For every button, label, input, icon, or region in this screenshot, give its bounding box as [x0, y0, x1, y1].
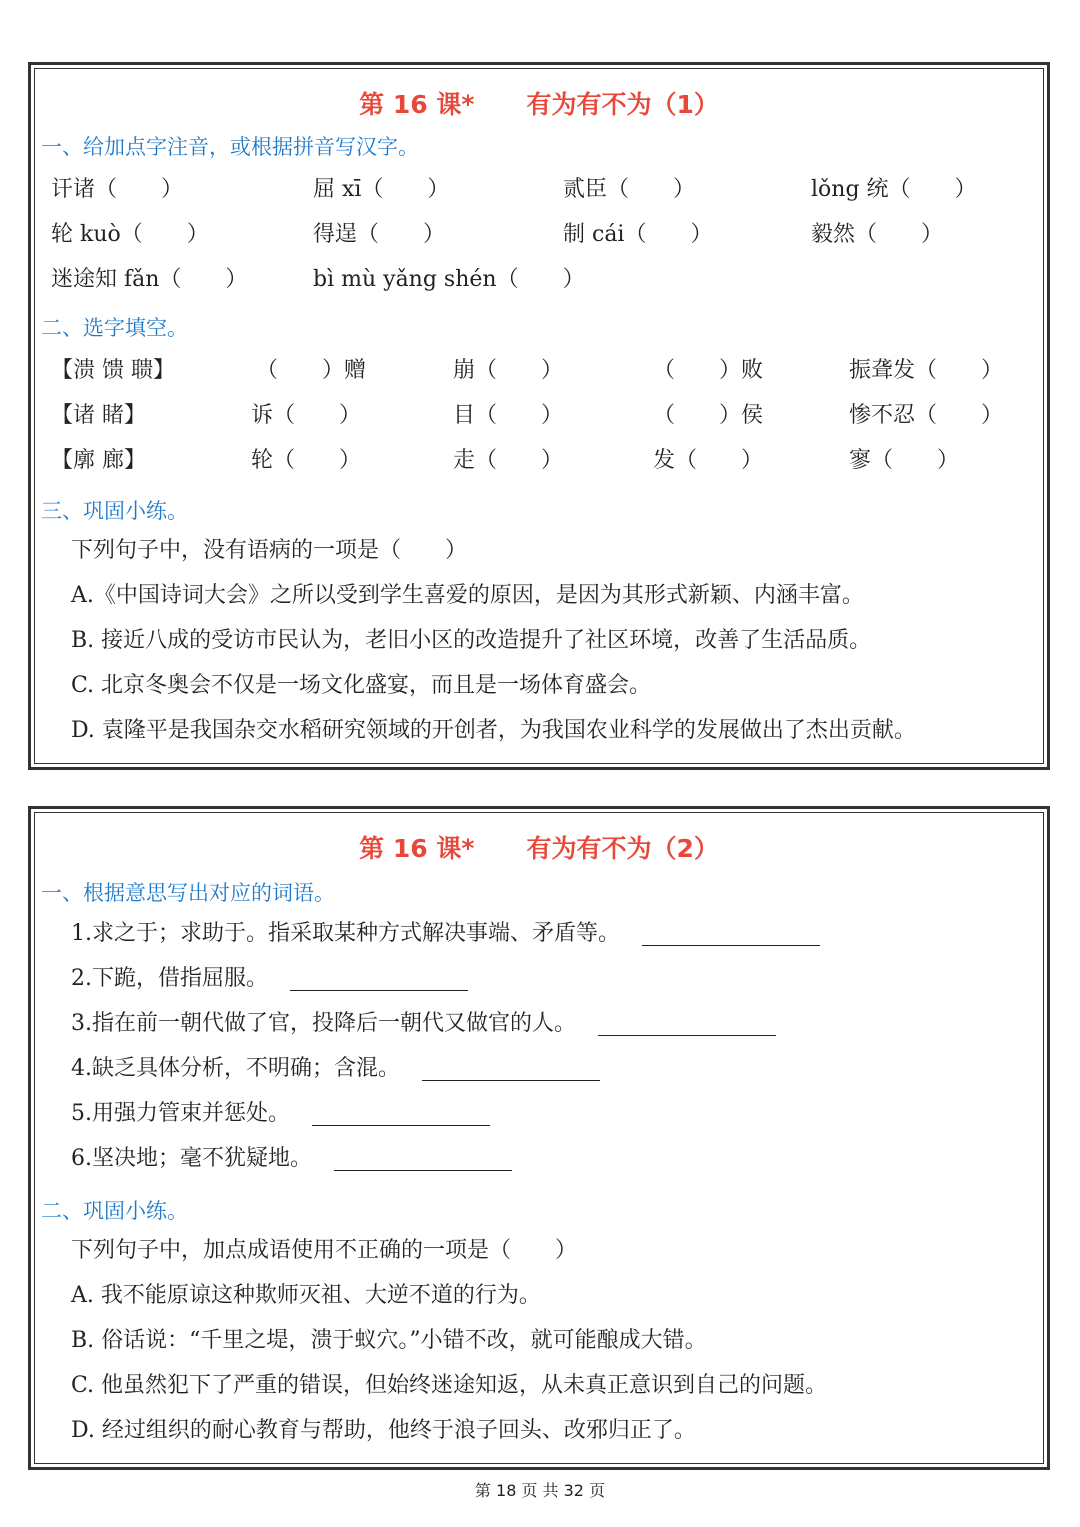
- pinyin-item: 讦诸（ ）: [51, 177, 184, 202]
- pinyin-item: 迷途知 fǎn（ ）: [51, 267, 248, 292]
- choice-row-1: [31, 351, 1047, 391]
- lesson1-question: 下列句子中，没有语病的一项是（ ）: [71, 538, 468, 563]
- choice-group: 【诸 睹】: [51, 403, 146, 428]
- answer-blank[interactable]: [422, 1058, 600, 1081]
- choice-item: 振聋发（ ）: [849, 358, 1004, 383]
- lesson-16-part1-box: [28, 62, 1050, 770]
- lesson1-option-c: C. 北京冬奥会不仅是一场文化盛宴，而且是一场体育盛会。: [71, 673, 652, 698]
- choice-item: 发（ ）: [653, 448, 764, 473]
- choice-item: （ ）赠: [256, 358, 367, 383]
- lesson1-option-b: B. 接近八成的受访市民认为，老旧小区的改造提升了社区环境，改善了生活品质。: [71, 628, 872, 653]
- definition-text: 1.求之于；求助于。指采取某种方式解决事端、矛盾等。: [71, 921, 620, 946]
- lesson1-section1-heading: 一、给加点字注音，或根据拼音写汉字。: [41, 135, 419, 159]
- choice-item: 崩（ ）: [453, 358, 564, 383]
- definition-item-6: [71, 1139, 512, 1179]
- lesson1-title-name: 有为有不为（1）: [526, 90, 719, 119]
- choice-item: 走（ ）: [453, 448, 564, 473]
- pinyin-item: 贰臣（ ）: [563, 177, 696, 202]
- answer-blank[interactable]: [642, 923, 820, 946]
- pinyin-row-1: [31, 170, 1047, 210]
- pinyin-item: 毅然（ ）: [811, 222, 944, 247]
- answer-blank[interactable]: [290, 968, 468, 991]
- definition-item-3: [71, 1004, 776, 1044]
- lesson1-title: [31, 85, 1047, 121]
- pinyin-item: 得逞（ ）: [313, 222, 446, 247]
- definition-item-1: [71, 914, 820, 954]
- lesson1-option-d: D. 袁隆平是我国杂交水稻研究领域的开创者，为我国农业科学的发展做出了杰出贡献。: [71, 718, 916, 743]
- lesson2-option-b: B. 俗话说：“千里之堤，溃于蚁穴。”小错不改，就可能酿成大错。: [71, 1328, 707, 1353]
- lesson1-section2-heading: 二、选字填空。: [41, 316, 188, 340]
- lesson2-title-name: 有为有不为（2）: [526, 834, 719, 863]
- choice-item: 目（ ）: [453, 403, 564, 428]
- pinyin-row-2: [31, 215, 1047, 255]
- choice-item: 诉（ ）: [251, 403, 362, 428]
- lesson1-option-a: A.《中国诗词大会》之所以受到学生喜爱的原因，是因为其形式新颖、内涵丰富。: [71, 583, 864, 608]
- lesson1-section3-heading: 三、巩固小练。: [41, 499, 188, 523]
- lesson1-title-number: 第 16 课*: [359, 90, 475, 119]
- choice-item: 惨不忍（ ）: [849, 403, 1004, 428]
- answer-blank[interactable]: [598, 1013, 776, 1036]
- definition-text: 6.坚决地；毫不犹疑地。: [71, 1146, 312, 1171]
- definition-text: 4.缺乏具体分析，不明确；含混。: [71, 1056, 400, 1081]
- definition-text: 5.用强力管束并惩处。: [71, 1101, 290, 1126]
- lesson2-title: [31, 829, 1047, 865]
- definition-text: 2.下跪，借指屈服。: [71, 966, 268, 991]
- lesson2-title-number: 第 16 课*: [359, 834, 475, 863]
- page-number: 第 18 页 共 32 页: [474, 1481, 606, 1500]
- choice-item: （ ）败: [653, 358, 764, 383]
- pinyin-item: 屈 xī（ ）: [313, 177, 450, 202]
- answer-blank[interactable]: [312, 1103, 490, 1126]
- pinyin-item: 制 cái（ ）: [563, 222, 713, 247]
- definition-text: 3.指在前一朝代做了官，投降后一朝代又做官的人。: [71, 1011, 576, 1036]
- definition-item-5: [71, 1094, 490, 1134]
- pinyin-item: lǒng 统（ ）: [811, 177, 977, 202]
- choice-row-2: [31, 396, 1047, 436]
- lesson2-question: 下列句子中，加点成语使用不正确的一项是（ ）: [71, 1238, 578, 1263]
- pinyin-row-3: [31, 260, 1047, 300]
- choice-item: （ ）侯: [653, 403, 764, 428]
- choice-item: 寥（ ）: [849, 448, 960, 473]
- answer-blank[interactable]: [334, 1148, 512, 1171]
- choice-group: 【廓 廊】: [51, 448, 146, 473]
- choice-row-3: [31, 441, 1047, 481]
- pinyin-item: 轮 kuò（ ）: [51, 222, 209, 247]
- definition-item-2: [71, 959, 468, 999]
- lesson-16-part2-box: [28, 806, 1050, 1470]
- choice-item: 轮（ ）: [251, 448, 362, 473]
- definition-item-4: [71, 1049, 600, 1089]
- lesson2-option-d: D. 经过组织的耐心教育与帮助，他终于浪子回头、改邪归正了。: [71, 1418, 696, 1443]
- lesson2-option-c: C. 他虽然犯下了严重的错误，但始终迷途知返，从未真正意识到自己的问题。: [71, 1373, 828, 1398]
- lesson2-option-a: A. 我不能原谅这种欺师灭祖、大逆不道的行为。: [71, 1283, 541, 1308]
- pinyin-item: bì mù yǎng shén（ ）: [313, 267, 585, 292]
- lesson2-section1-heading: 一、根据意思写出对应的词语。: [41, 881, 335, 905]
- choice-group: 【溃 馈 聩】: [51, 358, 175, 383]
- lesson2-section2-heading: 二、巩固小练。: [41, 1199, 188, 1223]
